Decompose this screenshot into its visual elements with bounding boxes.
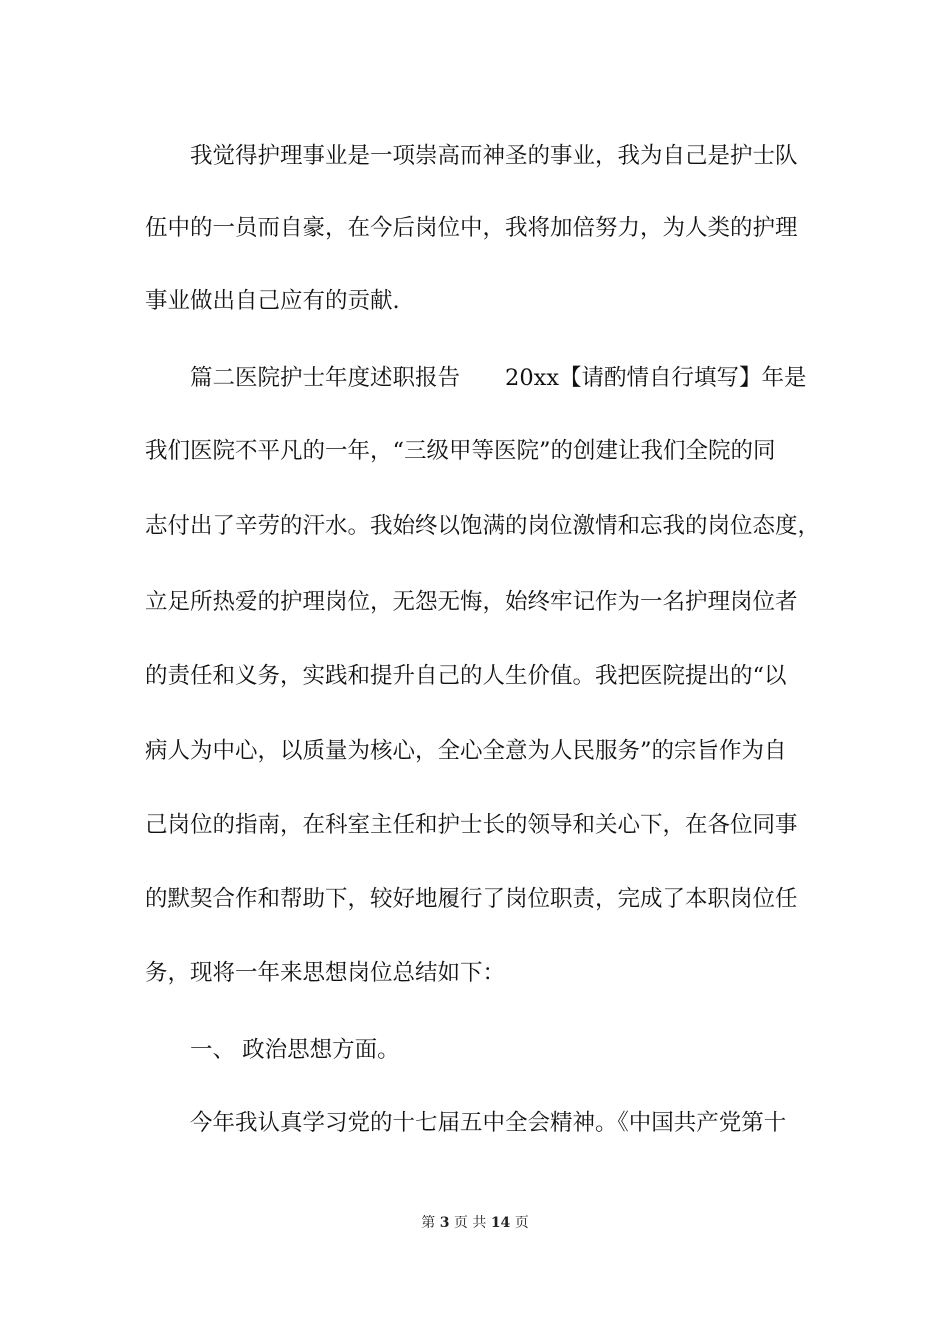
paragraph-line: 今年我认真学习党的十七届五中全会精神。《中国共产党第十 — [190, 1110, 787, 1136]
total-pages-number: 14 — [490, 1215, 511, 1231]
footer-prefix: 第 — [421, 1215, 436, 1231]
paragraph-line: 的责任和义务，实践和提升自己的人生价值。我把医院提出的“以 — [145, 663, 787, 689]
current-page-number: 3 — [439, 1215, 450, 1231]
paragraph-line: 我们医院不平凡的一年，“三级甲等医院”的创建让我们全院的同 — [145, 438, 776, 464]
footer-suffix: 页 — [514, 1215, 529, 1231]
paragraph-line: 立足所热爱的护理岗位，无怨无悔，始终牢记作为一名护理岗位者 — [145, 589, 798, 615]
paragraph-line: 志付出了辛劳的汗水。我始终以饱满的岗位激情和忘我的岗位态度， — [145, 513, 821, 539]
section-heading: 一、 政治思想方面。 — [190, 1037, 400, 1063]
paragraph-line: 的默契合作和帮助下，较好地履行了岗位职责，完成了本职岗位任 — [145, 886, 798, 912]
paragraph-line: 己岗位的指南，在科室主任和护士长的领导和关心下，在各位同事 — [145, 812, 798, 838]
paragraph-line: 务，现将一年来思想岗位总结如下： — [145, 960, 506, 986]
paragraph-line: 篇二医院护士年度述职报告 20xx【请酌情自行填写】年是 — [190, 365, 807, 391]
paragraph-line: 病人为中心，以质量为核心，全心全意为人民服务”的宗旨作为自 — [145, 738, 787, 764]
paragraph-line: 伍中的一员而自豪，在今后岗位中，我将加倍努力，为人类的护理 — [145, 215, 798, 241]
paragraph-line: 我觉得护理事业是一项崇高而神圣的事业，我为自己是护士队 — [190, 143, 798, 169]
footer-middle: 页 共 — [453, 1215, 487, 1231]
page-footer — [0, 1214, 950, 1232]
paragraph-line: 事业做出自己应有的贡献. — [145, 288, 400, 314]
